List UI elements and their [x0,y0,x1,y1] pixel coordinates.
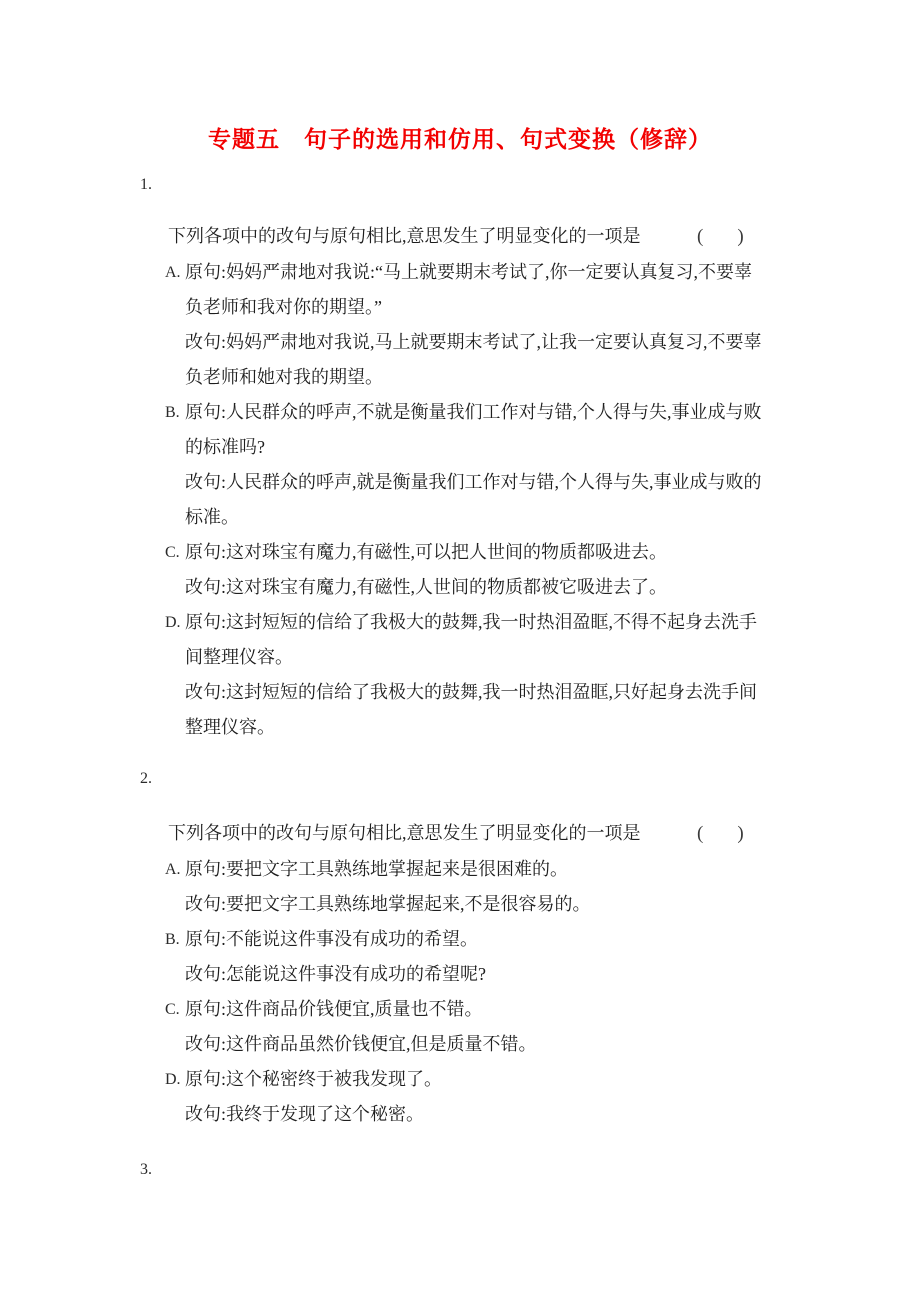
page-title: 专题五 句子的选用和仿用、句式变换（修辞） [208,127,712,152]
option-text: 原句:人民群众的呼声,不就是衡量我们工作对与错,个人得与失,事业成与败 [185,402,762,422]
option-text: 改句:人民群众的呼声,就是衡量我们工作对与错,个人得与失,事业成与败的 [185,472,762,492]
option-text: 改句:这封短短的信给了我极大的鼓舞,我一时热泪盈眶,只好起身去洗手间 [185,682,757,702]
option-text: 间整理仪容。 [185,647,293,667]
option-line [165,852,591,887]
option-letter-spacer [165,465,185,500]
option-text: 原句:这件商品价钱便宜,质量也不错。 [185,999,483,1019]
option-letter: C. [165,1001,180,1018]
option-letter-spacer [165,430,185,465]
option-text: 改句:怎能说这件事没有成功的希望呢? [185,964,486,984]
option-line [165,1097,591,1132]
question-2-number: 2. [140,770,152,787]
option-letter-spacer [165,570,185,605]
option-letter-spacer [165,1027,185,1062]
option-letter-spacer [165,500,185,535]
paren-open: ( [697,226,704,247]
option-letter: B. [165,404,180,421]
option-text: 改句:我终于发现了这个秘密。 [185,1104,424,1124]
option-line [165,430,762,465]
option-line [165,570,762,605]
option-line [165,710,762,745]
question-stem: 下列各项中的改句与原句相比,意思发生了明显变化的一项是 [168,226,641,246]
option-text: 负老师和我对你的期望。” [185,297,382,317]
option-letter-spacer [165,360,185,395]
option-line [165,675,762,710]
option-letter: C. [165,544,180,561]
option-text: 整理仪容。 [185,717,275,737]
question-2-stem-row [168,816,898,851]
paren-open: ( [697,823,704,844]
question-1-stem-row [168,219,898,254]
answer-blank [697,219,744,254]
option-line [165,1027,591,1062]
option-text: 改句:这对珠宝有魔力,有磁性,人世间的物质都被它吸进去了。 [185,577,667,597]
option-letter: A. [165,264,181,281]
option-line [165,640,762,675]
option-text: 的标准吗? [185,437,265,457]
option-text: 改句:这件商品虽然价钱便宜,但是质量不错。 [185,1034,537,1054]
answer-blank [697,816,744,851]
option-text: 原句:妈妈严肃地对我说:“马上就要期末考试了,你一定要认真复习,不要辜 [185,262,752,282]
option-letter: D. [165,614,181,631]
option-line [165,290,762,325]
option-letter: B. [165,931,180,948]
option-text: 负老师和她对我的期望。 [185,367,383,387]
option-letter-spacer [165,710,185,745]
option-text: 原句:要把文字工具熟练地掌握起来是很困难的。 [185,859,568,879]
option-line [165,922,591,957]
option-text: 原句:不能说这件事没有成功的希望。 [185,929,478,949]
option-line [165,255,762,290]
option-line [165,992,591,1027]
option-line [165,395,762,430]
option-letter-spacer [165,887,185,922]
option-line [165,1062,591,1097]
option-letter-spacer [165,1097,185,1132]
option-line [165,887,591,922]
option-letter-spacer [165,325,185,360]
option-line [165,605,762,640]
option-text: 标准。 [185,507,239,527]
option-letter-spacer [165,290,185,325]
option-line [165,325,762,360]
option-letter-spacer [165,675,185,710]
option-line [165,360,762,395]
question-1-number: 1. [140,176,152,193]
option-letter: A. [165,861,181,878]
option-line [165,500,762,535]
option-letter: D. [165,1071,181,1088]
question-2-options [165,852,591,1132]
option-text: 原句:这封短短的信给了我极大的鼓舞,我一时热泪盈眶,不得不起身去洗手 [185,612,757,632]
option-text: 原句:这对珠宝有魔力,有磁性,可以把人世间的物质都吸进去。 [185,542,667,562]
option-text: 改句:妈妈严肃地对我说,马上就要期末考试了,让我一定要认真复习,不要辜 [185,332,762,352]
option-line [165,465,762,500]
option-text: 改句:要把文字工具熟练地掌握起来,不是很容易的。 [185,894,591,914]
option-text: 原句:这个秘密终于被我发现了。 [185,1069,442,1089]
paren-close: ) [737,226,744,247]
option-letter-spacer [165,640,185,675]
question-1-options [165,255,762,745]
paren-close: ) [737,823,744,844]
option-line [165,957,591,992]
option-line [165,535,762,570]
option-letter-spacer [165,957,185,992]
question-3-number: 3. [140,1161,152,1178]
question-stem: 下列各项中的改句与原句相比,意思发生了明显变化的一项是 [168,823,641,843]
